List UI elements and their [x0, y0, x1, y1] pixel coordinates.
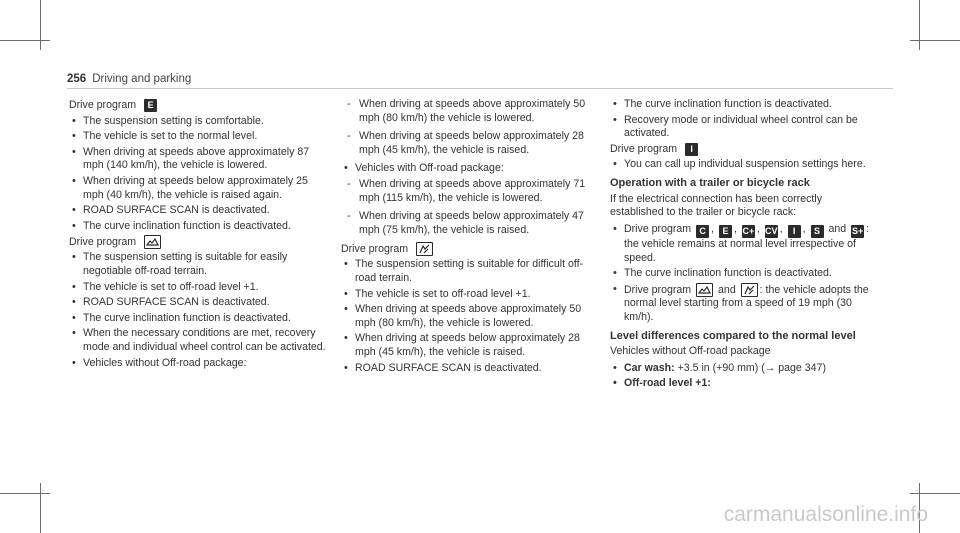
eco-mode-icon: E — [144, 99, 157, 112]
list-item: • When driving at speeds below approximately 28 mph (45 km/h), the vehicle is raised. — [341, 332, 591, 359]
section-title: Driving and parking — [92, 73, 192, 85]
crop-mark — [0, 493, 50, 494]
crop-mark — [919, 0, 920, 50]
rock-crawl-icon — [416, 242, 433, 256]
crop-mark — [40, 483, 41, 533]
list-item: • Vehicles with Off-road package: — [341, 162, 591, 176]
dash-item: - When driving at speeds above approximately 71 mph (115 km/h), the vehicle is lowered. — [341, 178, 591, 205]
dash-list — [341, 178, 591, 237]
bullet-list — [69, 251, 331, 370]
eco-mode-icon: E — [719, 225, 732, 238]
list-item: • Vehicles without Off-road package: — [69, 357, 331, 371]
bullet-list — [610, 98, 878, 141]
page-number: 256 — [67, 73, 87, 85]
off-road-icon — [696, 283, 713, 297]
column-1 — [69, 97, 331, 372]
column-2 — [341, 97, 591, 377]
bullet-list — [69, 115, 331, 234]
list-item: • The curve inclination function is deactivated. — [610, 98, 878, 112]
drive-program-rock-heading: Drive program — [341, 242, 591, 256]
list-item: • The suspension setting is suitable for easily negotiable off-road terrain. — [69, 251, 331, 278]
crop-mark — [40, 0, 41, 50]
crop-mark — [910, 40, 960, 41]
rock-crawl-icon — [741, 283, 758, 297]
list-item: • Off-road level +1: — [610, 377, 878, 391]
list-item: • Recovery mode or individual wheel control can be activated. — [610, 114, 878, 141]
list-item: • The vehicle is set to off-road level +1. — [341, 288, 591, 302]
list-item: • The curve inclination function is deactivated. — [610, 267, 878, 281]
list-item: • When driving at speeds below approximately 25 mph (40 km/h), the vehicle is raised again. — [69, 175, 331, 202]
subheading-level-differences: Level differences compared to the normal level — [610, 329, 856, 342]
paragraph: Vehicles without Off-road package — [610, 345, 771, 358]
list-item: • ROAD SURFACE SCAN is deactivated. — [69, 204, 331, 218]
list-item: • ROAD SURFACE SCAN is deactivated. — [69, 296, 331, 310]
list-item: • When the necessary conditions are met, recovery mode and individual wheel control can be activated. — [69, 327, 331, 354]
dash-item: - When driving at speeds above approximately 50 mph (80 km/h) the vehicle is lowered. — [341, 98, 591, 125]
page-reference-link[interactable]: +3.5 in (+90 mm) (→ page 347) — [674, 361, 826, 374]
bullet-list — [341, 258, 591, 375]
page-header — [67, 73, 191, 85]
sport-mode-icon: S — [811, 225, 824, 238]
list-item: • Drive program C , E , C+ , CV , I , S and S+ : the vehicle remains at normal level irrespective of speed. — [610, 223, 878, 265]
list-item: • The curve inclination function is deactivated. — [69, 220, 331, 234]
list-item: • Car wash: +3.5 in (+90 mm) (→ page 347) — [610, 362, 878, 376]
off-road-icon — [144, 235, 161, 249]
list-item: • The curve inclination function is deactivated. — [69, 312, 331, 326]
subheading-trailer: Operation with a trailer or bicycle rack — [610, 176, 810, 189]
list-item: • When driving at speeds above approximately 87 mph (140 km/h), the vehicle is lowered. — [69, 146, 331, 173]
paragraph: If the electrical connection has been correctly established to the trailer or bicycle rack: — [610, 192, 822, 219]
crop-mark — [0, 40, 50, 41]
list-item: • ROAD SURFACE SCAN is deactivated. — [341, 362, 591, 376]
list-item: • You can call up individual suspension settings here. — [610, 158, 878, 172]
list-item: • Drive program and : the vehicle adopts the normal level starting from a speed of 19 mph (30 km/h). — [610, 283, 878, 325]
dash-item: - When driving at speeds below approximately 47 mph (75 km/h), the vehicle is raised. — [341, 210, 591, 237]
individual-mode-icon: I — [685, 143, 698, 156]
individual-mode-icon: I — [788, 225, 801, 238]
column-3 — [610, 97, 878, 393]
list-item: • The suspension setting is suitable for difficult off-road terrain. — [341, 258, 591, 285]
list-item: • When driving at speeds above approximately 50 mph (80 km/h), the vehicle is lowered. — [341, 303, 591, 330]
comfort-plus-mode-icon: C+ — [742, 225, 755, 238]
comfort-mode-icon: C — [696, 225, 709, 238]
cv-mode-icon: CV — [765, 225, 778, 238]
sport-plus-mode-icon: S+ — [851, 225, 864, 238]
crop-mark — [910, 493, 960, 494]
list-item: • The vehicle is set to the normal level. — [69, 130, 331, 144]
drive-program-i-heading: Drive program I — [610, 143, 878, 157]
drive-program-e-heading: Drive program E — [69, 99, 331, 113]
watermark: carmanualsonline.info — [723, 503, 928, 526]
drive-program-offroad-heading: Drive program — [69, 235, 331, 249]
dash-list — [341, 98, 591, 157]
list-item: • The vehicle is set to off-road level +1. — [69, 281, 331, 295]
header-rule — [67, 88, 893, 89]
dash-item: - When driving at speeds below approximately 28 mph (45 km/h), the vehicle is raised. — [341, 130, 591, 157]
list-item: • The suspension setting is comfortable. — [69, 115, 331, 129]
